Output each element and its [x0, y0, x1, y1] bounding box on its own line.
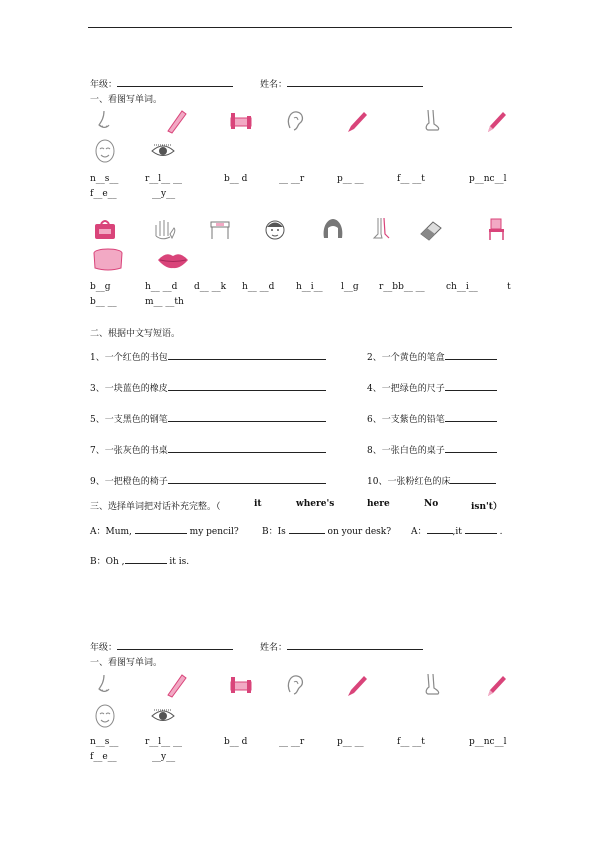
word-choice-it: it: [254, 499, 262, 509]
foot-icon: [418, 108, 444, 134]
word-blank-14[interactable]: h__i__: [296, 282, 323, 292]
pencil-icon: [484, 672, 510, 698]
eye-icon: [150, 703, 176, 729]
bed-icon: [228, 672, 254, 698]
phrase-answer-blank[interactable]: [168, 382, 326, 391]
name-field: [260, 77, 423, 90]
phrase-answer-blank[interactable]: [445, 444, 497, 453]
phrase-item-10: [367, 474, 496, 487]
phrase-answer-blank[interactable]: [168, 413, 326, 422]
word-blank-9-copy[interactable]: __y__: [152, 752, 176, 762]
word-blank-6-copy[interactable]: f__ __t: [397, 737, 425, 747]
word-blank-1-copy[interactable]: n__s__: [90, 737, 119, 747]
word-blank-10[interactable]: b__g: [90, 282, 111, 292]
phrase-item-2: [367, 350, 497, 363]
phrase-answer-blank[interactable]: [168, 444, 326, 453]
phrase-item-5: [90, 412, 326, 425]
word-blank-7[interactable]: p__nc__l: [469, 174, 507, 184]
desk-icon: [207, 216, 233, 242]
section1-title: 一、看图写单词。: [90, 95, 163, 105]
dialogue-line-2: [90, 554, 189, 567]
table-icon: [92, 246, 124, 272]
word-blank-3-copy[interactable]: b__ d: [224, 737, 248, 747]
word-blank-4-copy[interactable]: __ __r: [279, 737, 305, 747]
word-blank-6[interactable]: f__ __t: [397, 174, 425, 184]
name-blank[interactable]: [287, 641, 423, 650]
pen-icon: [344, 672, 370, 698]
dialogue-blank-2[interactable]: [289, 525, 325, 534]
hair-icon: [320, 216, 346, 242]
ear-icon: [282, 672, 308, 698]
phrase-prompt: 4、一把绿色的尺子: [367, 384, 445, 394]
rubber-icon: [418, 216, 444, 242]
word-blank-2-copy[interactable]: r__l__ __: [145, 737, 183, 747]
phrase-answer-blank[interactable]: [445, 413, 497, 422]
grade-label: 年级：: [90, 643, 118, 653]
dialogue-line-1: [90, 524, 239, 537]
section2-title: 二、根据中文写短语。: [90, 329, 181, 339]
ruler-icon: [163, 108, 189, 134]
word-blank-8[interactable]: f__e__: [90, 189, 117, 199]
dialogue-blank-1[interactable]: [135, 525, 187, 534]
word-blank-2[interactable]: r__l__ __: [145, 174, 183, 184]
word-blank-1[interactable]: n__s__: [90, 174, 119, 184]
leg-icon: [368, 216, 394, 242]
face-icon: [92, 138, 118, 164]
hand-icon: [152, 216, 178, 242]
grade-blank[interactable]: [117, 78, 233, 87]
word-blank-11[interactable]: h__ __d: [145, 282, 178, 292]
phrase-item-8: [367, 443, 497, 456]
phrase-prompt: 3、一块蓝色的橡皮: [90, 384, 168, 394]
word-blank-5[interactable]: p__ __: [337, 174, 364, 184]
grade-field-2: [90, 640, 233, 653]
phrase-prompt: 9、一把橙色的椅子: [90, 477, 168, 487]
chair-icon: [484, 216, 510, 242]
grade-label: 年级：: [90, 80, 118, 90]
face-icon: [92, 703, 118, 729]
word-blank-13[interactable]: h__ __d: [242, 282, 275, 292]
dialogue-b-oh: B：Oh ,: [90, 557, 125, 567]
dialogue-a-pencil: my pencil?: [189, 527, 239, 537]
phrase-answer-blank[interactable]: [168, 475, 326, 484]
phrase-prompt: 10、一张粉红色的床: [367, 477, 451, 487]
word-blank-15[interactable]: l__g: [341, 282, 359, 292]
nose-icon: [92, 108, 118, 134]
dialogue-a-label: A：: [411, 527, 427, 537]
pencil-icon: [484, 108, 510, 134]
phrase-item-9: [90, 474, 326, 487]
dialogue-line-1c: [411, 524, 502, 537]
name-label: 姓名：: [260, 643, 288, 653]
dialogue-a-it: ,it: [452, 527, 462, 537]
word-blank-5-copy[interactable]: p__ __: [337, 737, 364, 747]
phrase-prompt: 5、一支黑色的钢笔: [90, 415, 168, 425]
phrase-answer-blank[interactable]: [168, 351, 326, 360]
top-rule: [88, 27, 512, 28]
ear-icon: [282, 108, 308, 134]
ruler-icon: [163, 672, 189, 698]
dialogue-line-1b: [262, 524, 391, 537]
phrase-answer-blank[interactable]: [445, 351, 497, 360]
head-icon: [262, 216, 288, 242]
name-label: 姓名：: [260, 80, 288, 90]
word-choice-here: here: [367, 499, 390, 509]
phrase-item-6: [367, 412, 497, 425]
word-blank-7-copy[interactable]: p__nc__l: [469, 737, 507, 747]
bag-icon: [92, 216, 118, 242]
word-blank-3[interactable]: b__ d: [224, 174, 248, 184]
dialogue-b-itis: it is.: [169, 557, 190, 567]
word-choice-no: No: [424, 499, 439, 509]
bed-icon: [228, 108, 254, 134]
mouth-icon: [156, 250, 190, 270]
word-choice-isnt: isn't）: [471, 502, 502, 512]
section1-title-2: 一、看图写单词。: [90, 658, 163, 668]
word-choice-wheres: where's: [296, 499, 335, 509]
phrase-item-1: [90, 350, 326, 363]
dialogue-blank-5[interactable]: [125, 555, 167, 564]
foot-icon: [418, 672, 444, 698]
word-blank-16[interactable]: r__bb__ __: [379, 282, 425, 292]
phrase-prompt: 6、一支紫色的铅笔: [367, 415, 445, 425]
phrase-item-4: [367, 381, 497, 394]
phrase-item-7: [90, 443, 326, 456]
phrase-item-3: [90, 381, 326, 394]
dialogue-blank-4[interactable]: [465, 525, 497, 534]
dialogue-b-is: B：Is: [262, 527, 286, 537]
section3-title: 三、选择单词把对话补充完整。（: [90, 502, 221, 512]
phrase-prompt: 2、一个黄色的笔盒: [367, 353, 445, 363]
word-blank-9[interactable]: __y__: [152, 189, 176, 199]
phrase-prompt: 8、一张白色的桌子: [367, 446, 445, 456]
name-field-2: [260, 640, 423, 653]
phrase-prompt: 7、一张灰色的书桌: [90, 446, 168, 456]
phrase-answer-blank[interactable]: [450, 475, 496, 484]
word-blank-8-copy[interactable]: f__e__: [90, 752, 117, 762]
nose-icon: [92, 672, 118, 698]
word-blank-4[interactable]: __ __r: [279, 174, 305, 184]
dialogue-b-desk: on your desk?: [327, 527, 392, 537]
name-blank[interactable]: [287, 78, 423, 87]
dialogue-a-period: .: [499, 527, 503, 537]
grade-field: [90, 77, 233, 90]
pen-icon: [344, 108, 370, 134]
phrase-prompt: 1、一个红色的书包: [90, 353, 168, 363]
word-blank-17[interactable]: ch__i__: [446, 282, 478, 292]
grade-blank[interactable]: [117, 641, 233, 650]
dialogue-blank-3[interactable]: [427, 525, 453, 534]
eye-icon: [150, 138, 176, 164]
dialogue-a-mum: A：Mum,: [90, 527, 132, 537]
word-blank-12[interactable]: d__ __k: [194, 282, 227, 292]
word-blank-19[interactable]: b__ __: [90, 297, 117, 307]
word-blank-20[interactable]: m__ __th: [145, 297, 184, 307]
word-blank-18[interactable]: t: [507, 282, 511, 292]
phrase-answer-blank[interactable]: [445, 382, 497, 391]
